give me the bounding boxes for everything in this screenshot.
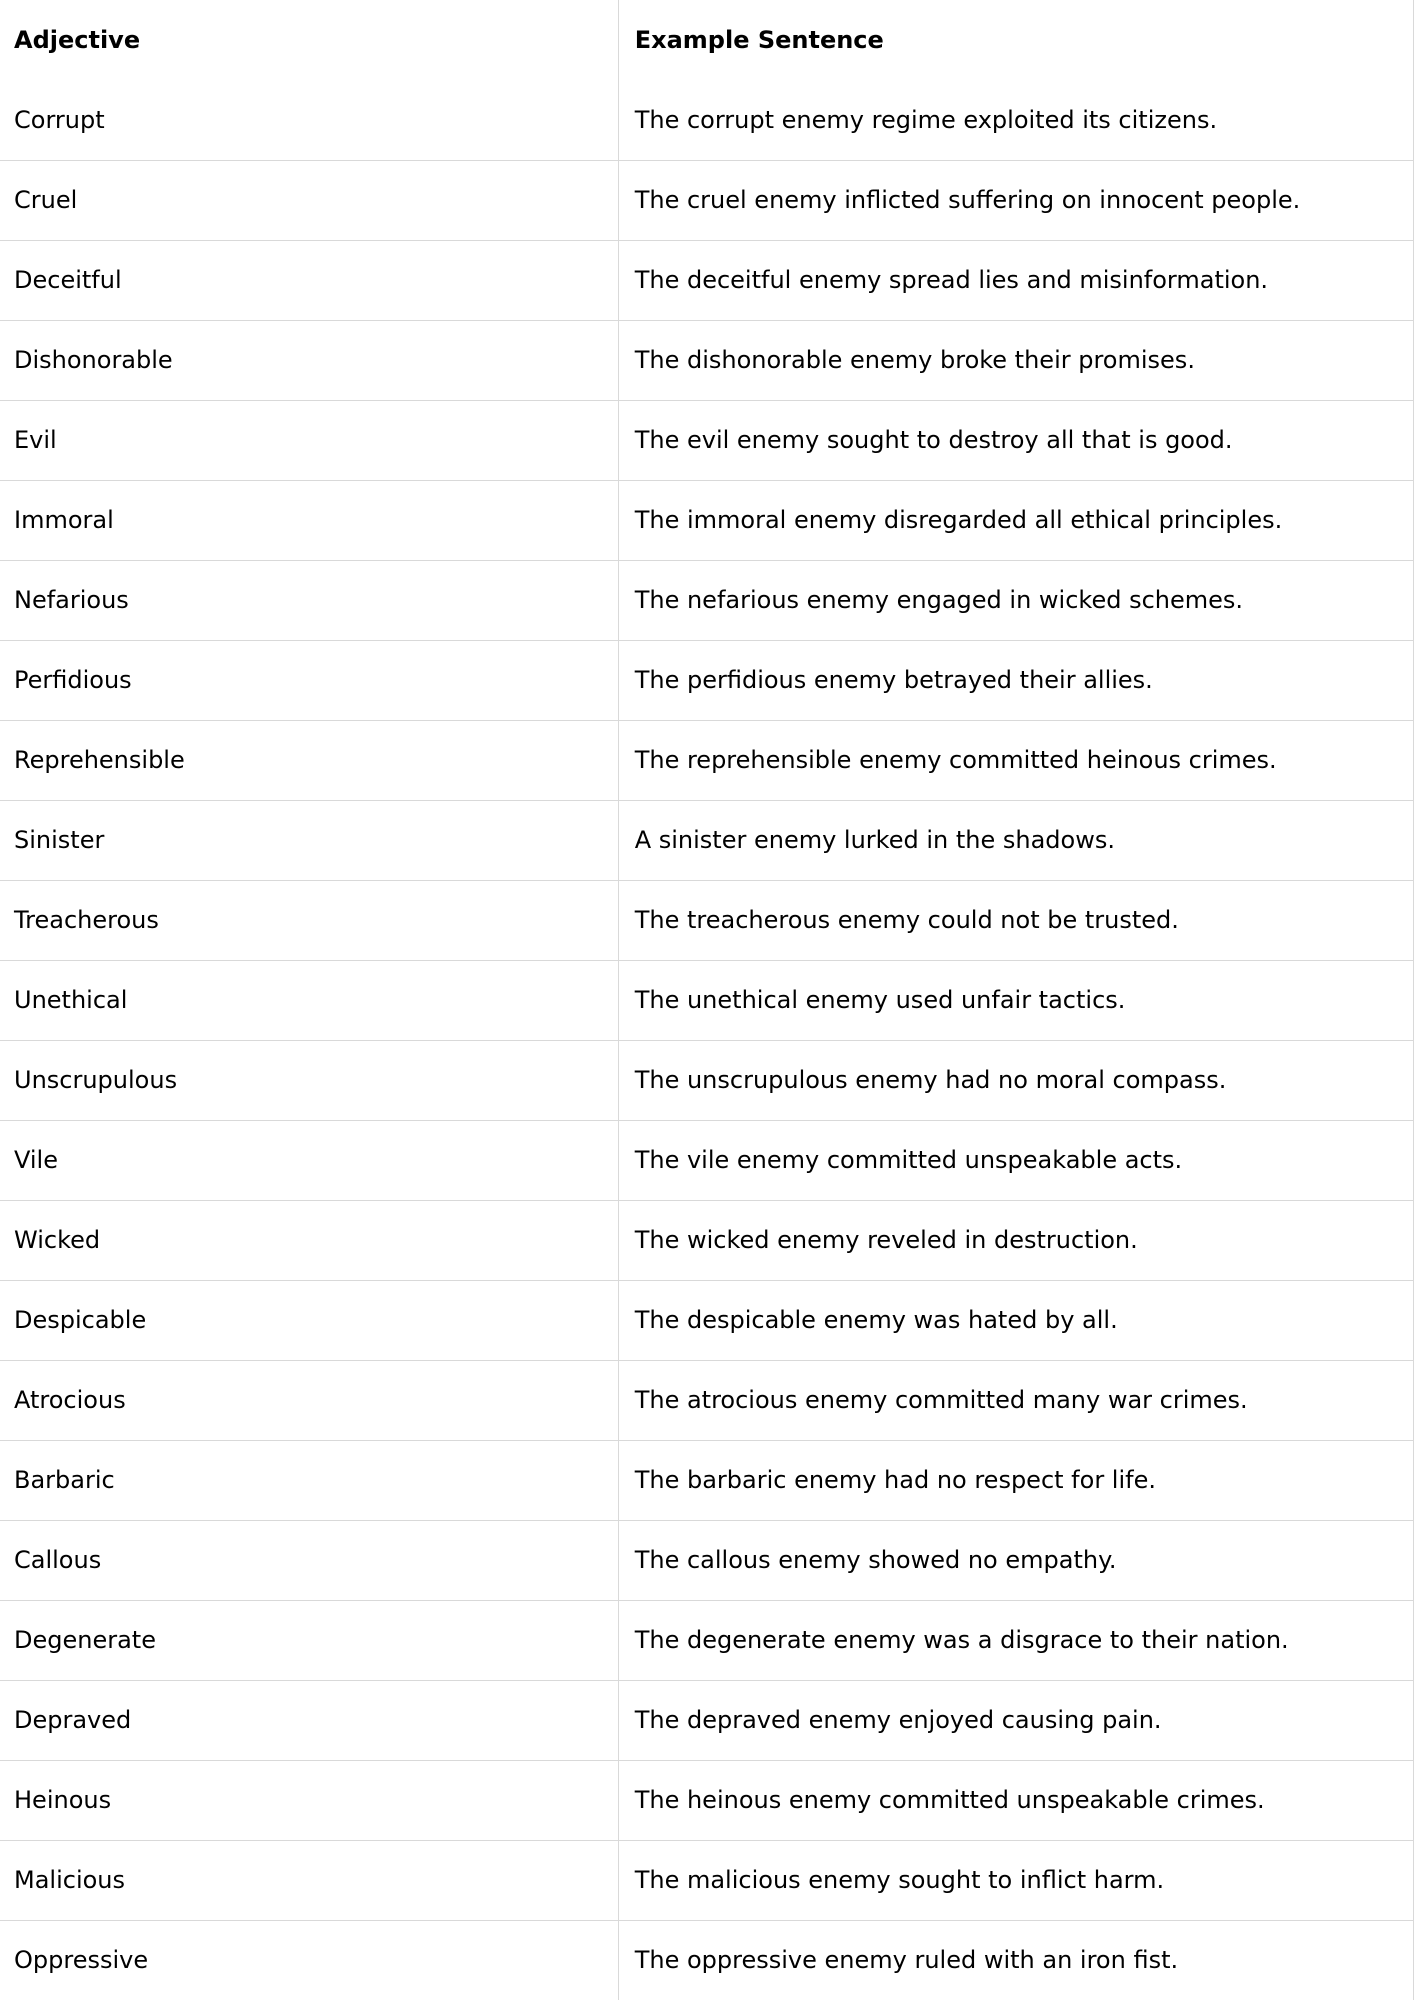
example-sentence-cell: The malicious enemy sought to inflict harm. xyxy=(618,1840,1413,1920)
adjective-cell: Immoral xyxy=(0,480,618,560)
table-row xyxy=(0,640,1414,720)
example-sentence-cell: The immoral enemy disregarded all ethical principles. xyxy=(618,480,1413,560)
example-sentence-cell: The deceitful enemy spread lies and misinformation. xyxy=(618,240,1413,320)
adjective-cell: Treacherous xyxy=(0,880,618,960)
example-sentence-cell: The depraved enemy enjoyed causing pain. xyxy=(618,1680,1413,1760)
example-sentence-cell: The corrupt enemy regime exploited its citizens. xyxy=(618,80,1413,160)
table-row xyxy=(0,880,1414,960)
adjective-cell: Dishonorable xyxy=(0,320,618,400)
adjective-cell: Despicable xyxy=(0,1280,618,1360)
example-sentence-cell: The wicked enemy reveled in destruction. xyxy=(618,1200,1413,1280)
example-sentence-cell: The despicable enemy was hated by all. xyxy=(618,1280,1413,1360)
adjective-cell: Wicked xyxy=(0,1200,618,1280)
adjective-cell: Corrupt xyxy=(0,80,618,160)
adjective-cell: Unscrupulous xyxy=(0,1040,618,1120)
example-sentence-cell: A sinister enemy lurked in the shadows. xyxy=(618,800,1413,880)
table-row xyxy=(0,1200,1414,1280)
table-row xyxy=(0,560,1414,640)
table-header-row xyxy=(0,0,1414,80)
example-sentence-cell: The heinous enemy committed unspeakable crimes. xyxy=(618,1760,1413,1840)
table-row xyxy=(0,1520,1414,1600)
example-sentence-cell: The barbaric enemy had no respect for life. xyxy=(618,1440,1413,1520)
adjective-cell: Oppressive xyxy=(0,1920,618,2000)
column-header-adjective: Adjective xyxy=(0,0,618,80)
table-row xyxy=(0,1600,1414,1680)
adjective-cell: Cruel xyxy=(0,160,618,240)
adjective-cell: Degenerate xyxy=(0,1600,618,1680)
table-row xyxy=(0,1840,1414,1920)
table-row xyxy=(0,80,1414,160)
adjective-cell: Deceitful xyxy=(0,240,618,320)
adjective-cell: Perfidious xyxy=(0,640,618,720)
table-row xyxy=(0,320,1414,400)
column-header-example-sentence: Example Sentence xyxy=(618,0,1413,80)
table-row xyxy=(0,1040,1414,1120)
table-row xyxy=(0,1280,1414,1360)
example-sentence-cell: The treacherous enemy could not be trusted. xyxy=(618,880,1413,960)
example-sentence-cell: The vile enemy committed unspeakable acts. xyxy=(618,1120,1413,1200)
table-row xyxy=(0,1760,1414,1840)
adjective-cell: Atrocious xyxy=(0,1360,618,1440)
table-body xyxy=(0,80,1414,2000)
table-row xyxy=(0,1920,1414,2000)
example-sentence-cell: The callous enemy showed no empathy. xyxy=(618,1520,1413,1600)
adjective-cell: Sinister xyxy=(0,800,618,880)
adjective-cell: Reprehensible xyxy=(0,720,618,800)
adjective-cell: Evil xyxy=(0,400,618,480)
table-row xyxy=(0,240,1414,320)
adjective-cell: Vile xyxy=(0,1120,618,1200)
example-sentence-cell: The atrocious enemy committed many war crimes. xyxy=(618,1360,1413,1440)
example-sentence-cell: The oppressive enemy ruled with an iron fist. xyxy=(618,1920,1413,2000)
table-row xyxy=(0,960,1414,1040)
adjective-cell: Callous xyxy=(0,1520,618,1600)
table-row xyxy=(0,800,1414,880)
adjective-cell: Malicious xyxy=(0,1840,618,1920)
adjective-cell: Nefarious xyxy=(0,560,618,640)
example-sentence-cell: The reprehensible enemy committed heinous crimes. xyxy=(618,720,1413,800)
adjective-cell: Barbaric xyxy=(0,1440,618,1520)
table-row xyxy=(0,1680,1414,1760)
example-sentence-cell: The cruel enemy inflicted suffering on innocent people. xyxy=(618,160,1413,240)
adjective-cell: Unethical xyxy=(0,960,618,1040)
table-row xyxy=(0,720,1414,800)
adjective-cell: Depraved xyxy=(0,1680,618,1760)
table-row xyxy=(0,1440,1414,1520)
example-sentence-cell: The perfidious enemy betrayed their allies. xyxy=(618,640,1413,720)
example-sentence-cell: The unethical enemy used unfair tactics. xyxy=(618,960,1413,1040)
table-row xyxy=(0,480,1414,560)
example-sentence-cell: The nefarious enemy engaged in wicked schemes. xyxy=(618,560,1413,640)
table-row xyxy=(0,1360,1414,1440)
example-sentence-cell: The evil enemy sought to destroy all that is good. xyxy=(618,400,1413,480)
table-row xyxy=(0,160,1414,240)
adjective-cell: Heinous xyxy=(0,1760,618,1840)
example-sentence-cell: The degenerate enemy was a disgrace to their nation. xyxy=(618,1600,1413,1680)
example-sentence-cell: The dishonorable enemy broke their promises. xyxy=(618,320,1413,400)
table-row xyxy=(0,400,1414,480)
table-row xyxy=(0,1120,1414,1200)
example-sentence-cell: The unscrupulous enemy had no moral compass. xyxy=(618,1040,1413,1120)
